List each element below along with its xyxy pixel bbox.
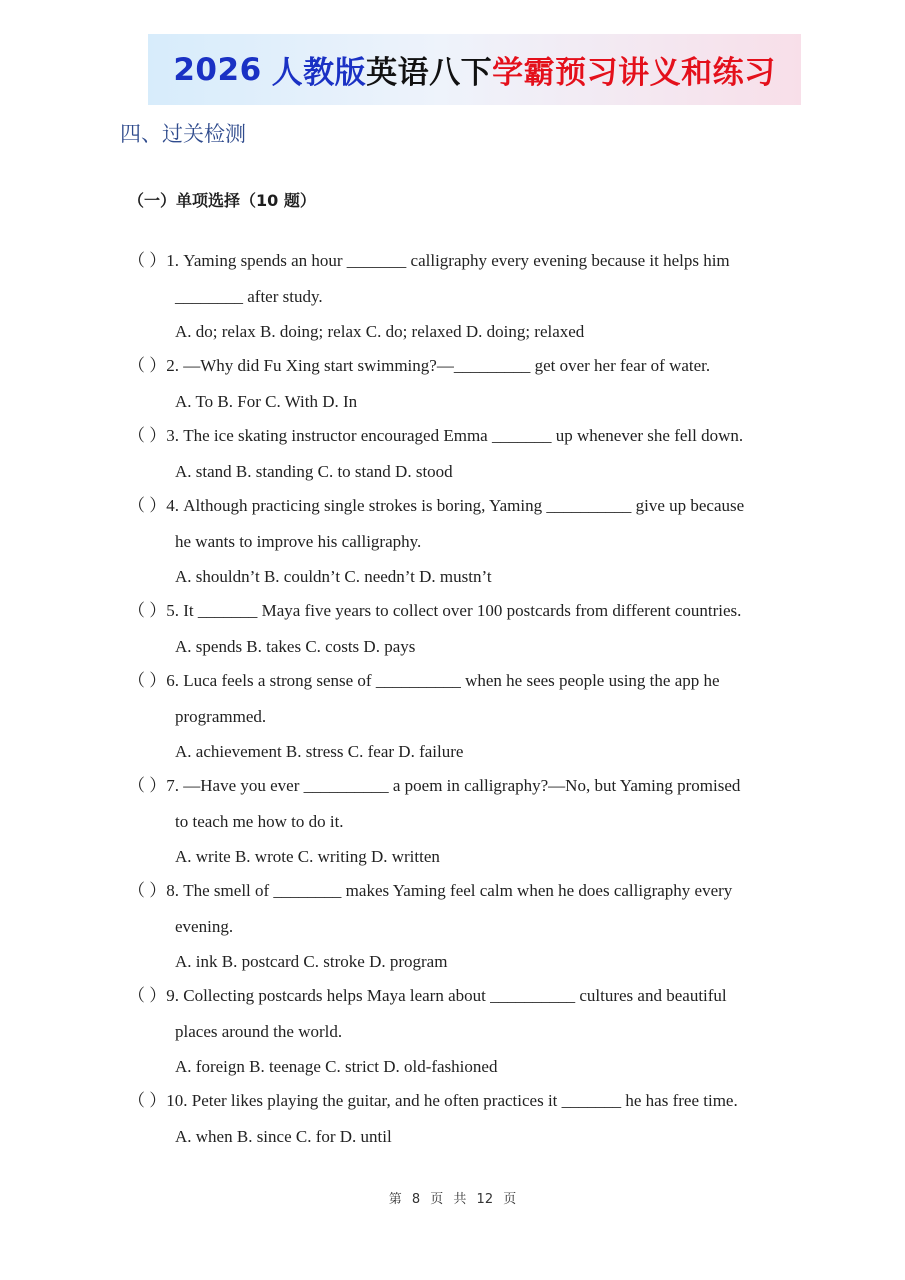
question-2-options: A. To B. For C. With D. In bbox=[175, 392, 358, 411]
question-2: （ ）2. —Why did Fu Xing start swimming?—_________ get over her fear of water. bbox=[128, 356, 711, 375]
question-7-continuation: to teach me how to do it. bbox=[175, 812, 344, 831]
question-7: （ ）7. —Have you ever __________ a poem in calligraphy?—No, but Yaming promised bbox=[128, 776, 741, 795]
page-footer: 第 8 页 共 12 页 bbox=[388, 1192, 517, 1207]
banner-title: 学霸预习讲义和练习 bbox=[492, 55, 776, 91]
banner-subject: 英语八下 bbox=[366, 55, 493, 91]
question-4-options: A. shouldn’t B. couldn’t C. needn’t D. mustn’t bbox=[175, 567, 492, 586]
question-9-options: A. foreign B. teenage C. strict D. old-fashioned bbox=[175, 1057, 498, 1076]
header-banner bbox=[148, 34, 801, 105]
question-8-continuation: evening. bbox=[175, 917, 234, 936]
question-6: （ ）6. Luca feels a strong sense of __________ when he sees people using the app he bbox=[128, 671, 720, 690]
question-1-continuation: ________ after study. bbox=[175, 287, 323, 306]
question-10-options: A. when B. since C. for D. until bbox=[175, 1127, 392, 1146]
banner-year: 2026 bbox=[173, 51, 262, 88]
question-4: （ ）4. Although practicing single strokes is boring, Yaming __________ give up because bbox=[128, 496, 745, 515]
question-9: （ ）9. Collecting postcards helps Maya learn about __________ cultures and beautiful bbox=[128, 986, 727, 1005]
question-4-continuation: he wants to improve his calligraphy. bbox=[175, 532, 422, 551]
section-title: 四、过关检测 bbox=[120, 122, 246, 146]
question-6-continuation: programmed. bbox=[175, 707, 267, 726]
question-3: （ ）3. The ice skating instructor encouraged Emma _______ up whenever she fell down. bbox=[128, 426, 744, 445]
question-3-options: A. stand B. standing C. to stand D. stood bbox=[175, 462, 453, 481]
subsection-title: （一）单项选择（10 题） bbox=[128, 191, 316, 210]
question-5-options: A. spends B. takes C. costs D. pays bbox=[175, 637, 416, 656]
question-10: （ ）10. Peter likes playing the guitar, and he often practices it _______ he has free time. bbox=[128, 1091, 738, 1110]
banner-publisher: 人教版 bbox=[271, 55, 367, 91]
question-9-continuation: places around the world. bbox=[175, 1022, 343, 1041]
question-1-options: A. do; relax B. doing; relax C. do; relaxed D. doing; relaxed bbox=[175, 322, 585, 341]
question-8-options: A. ink B. postcard C. stroke D. program bbox=[175, 952, 448, 971]
question-5: （ ）5. It _______ Maya five years to collect over 100 postcards from different countries. bbox=[128, 601, 742, 620]
question-8: （ ）8. The smell of ________ makes Yaming feel calm when he does calligraphy every bbox=[128, 881, 733, 900]
question-6-options: A. achievement B. stress C. fear D. failure bbox=[175, 742, 464, 761]
question-1: （ ）1. Yaming spends an hour _______ calligraphy every evening because it helps him bbox=[128, 251, 730, 270]
question-7-options: A. write B. wrote C. writing D. written bbox=[175, 847, 440, 866]
